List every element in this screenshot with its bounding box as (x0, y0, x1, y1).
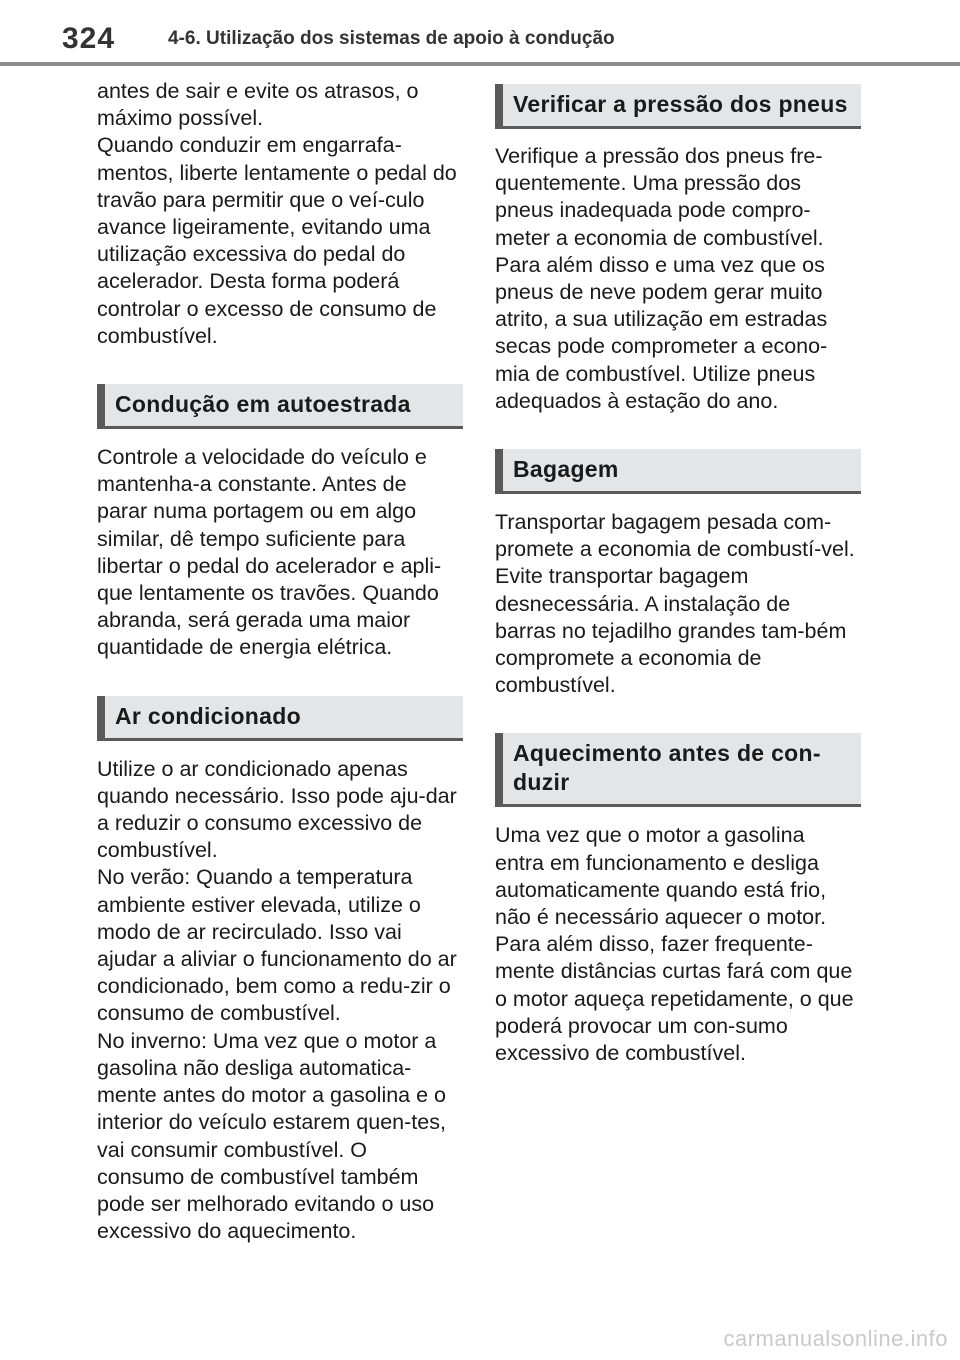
section-title: 4-6. Utilização dos sistemas de apoio à condução (168, 28, 615, 49)
luggage-paragraph: Transportar bagagem pesada com-promete a economia de combustí-vel. Evite transportar bagagem desnecessária. A instalação de barras no tejadilho grandes tam-bém compromete a economia de combustível. (495, 510, 855, 698)
luggage-heading: Bagagem (495, 449, 861, 494)
tire-pressure-paragraph: Verifique a pressão dos pneus fre-quentemente. Uma pressão dos pneus inadequada pode compro-meter a economia de combustível. Para além disso e uma vez que os pneus de neve podem gerar muito atrito, a sua utilização em estradas secas pode comprometer a econo-mia de combustível. Utilize pneus adequados à estação do ano. (495, 144, 828, 413)
site-watermark: carmanualsonline.info (723, 1326, 948, 1351)
ac-heading: Ar condicionado (97, 696, 463, 741)
page-number: 324 (62, 22, 116, 55)
ac-paragraph: Utilize o ar condicionado apenas quando necessário. Isso pode aju-dar a reduzir o consumo excessivo de combustível. No verão: Quando a temperatura ambiente estiver elevada, utilize o modo de ar recirculado. Isso vai ajudar a aliviar o funcionamento do ar condicionado, bem como a redu-zir o consumo de combustível. No inverno: Uma vez que o motor a gasolina não desliga automatica-mente antes do motor a gasolina e o interior do veículo estarem quen-tes, vai consumir combustível. O consumo de combustível também pode ser melhorado evitando o uso excessivo do aquecimento. (97, 756, 457, 1244)
warmup-paragraph: Uma vez que o motor a gasolina entra em funcionamento e desliga automaticamente quando está frio, não é necessário aquecer o motor. Para além disso, fazer frequente-mente distâncias curtas fará com que o motor aqueça repetidamente, o que poderá provocar um con-sumo excessivo de combustível. (495, 823, 854, 1066)
highway-heading: Condução em autoestrada (97, 384, 463, 429)
warmup-heading: Aquecimento antes de con-duzir (495, 733, 861, 807)
left-column (97, 78, 463, 1245)
intro-paragraph: antes de sair e evite os atrasos, o máximo possível. Quando conduzir em engarrafa-mentos, liberte lentamente o pedal do travão para permitir que o veí-culo avance ligeiramente, evitando uma utilização excessiva do pedal do acelerador. Desta forma poderá controlar o excesso de consumo de combustível. (97, 79, 457, 348)
page-header (0, 0, 960, 70)
header-rule (0, 62, 960, 66)
tire-pressure-heading: Verificar a pressão dos pneus (495, 84, 861, 129)
highway-paragraph: Controle a velocidade do veículo e mantenha-a constante. Antes de parar numa portagem ou em algo similar, dê tempo suficiente para libertar o pedal do acelerador e apli-que lentamente os travões. Quando abranda, será gerada uma maior quantidade de energia elétrica. (97, 445, 442, 660)
right-column (495, 84, 861, 1067)
